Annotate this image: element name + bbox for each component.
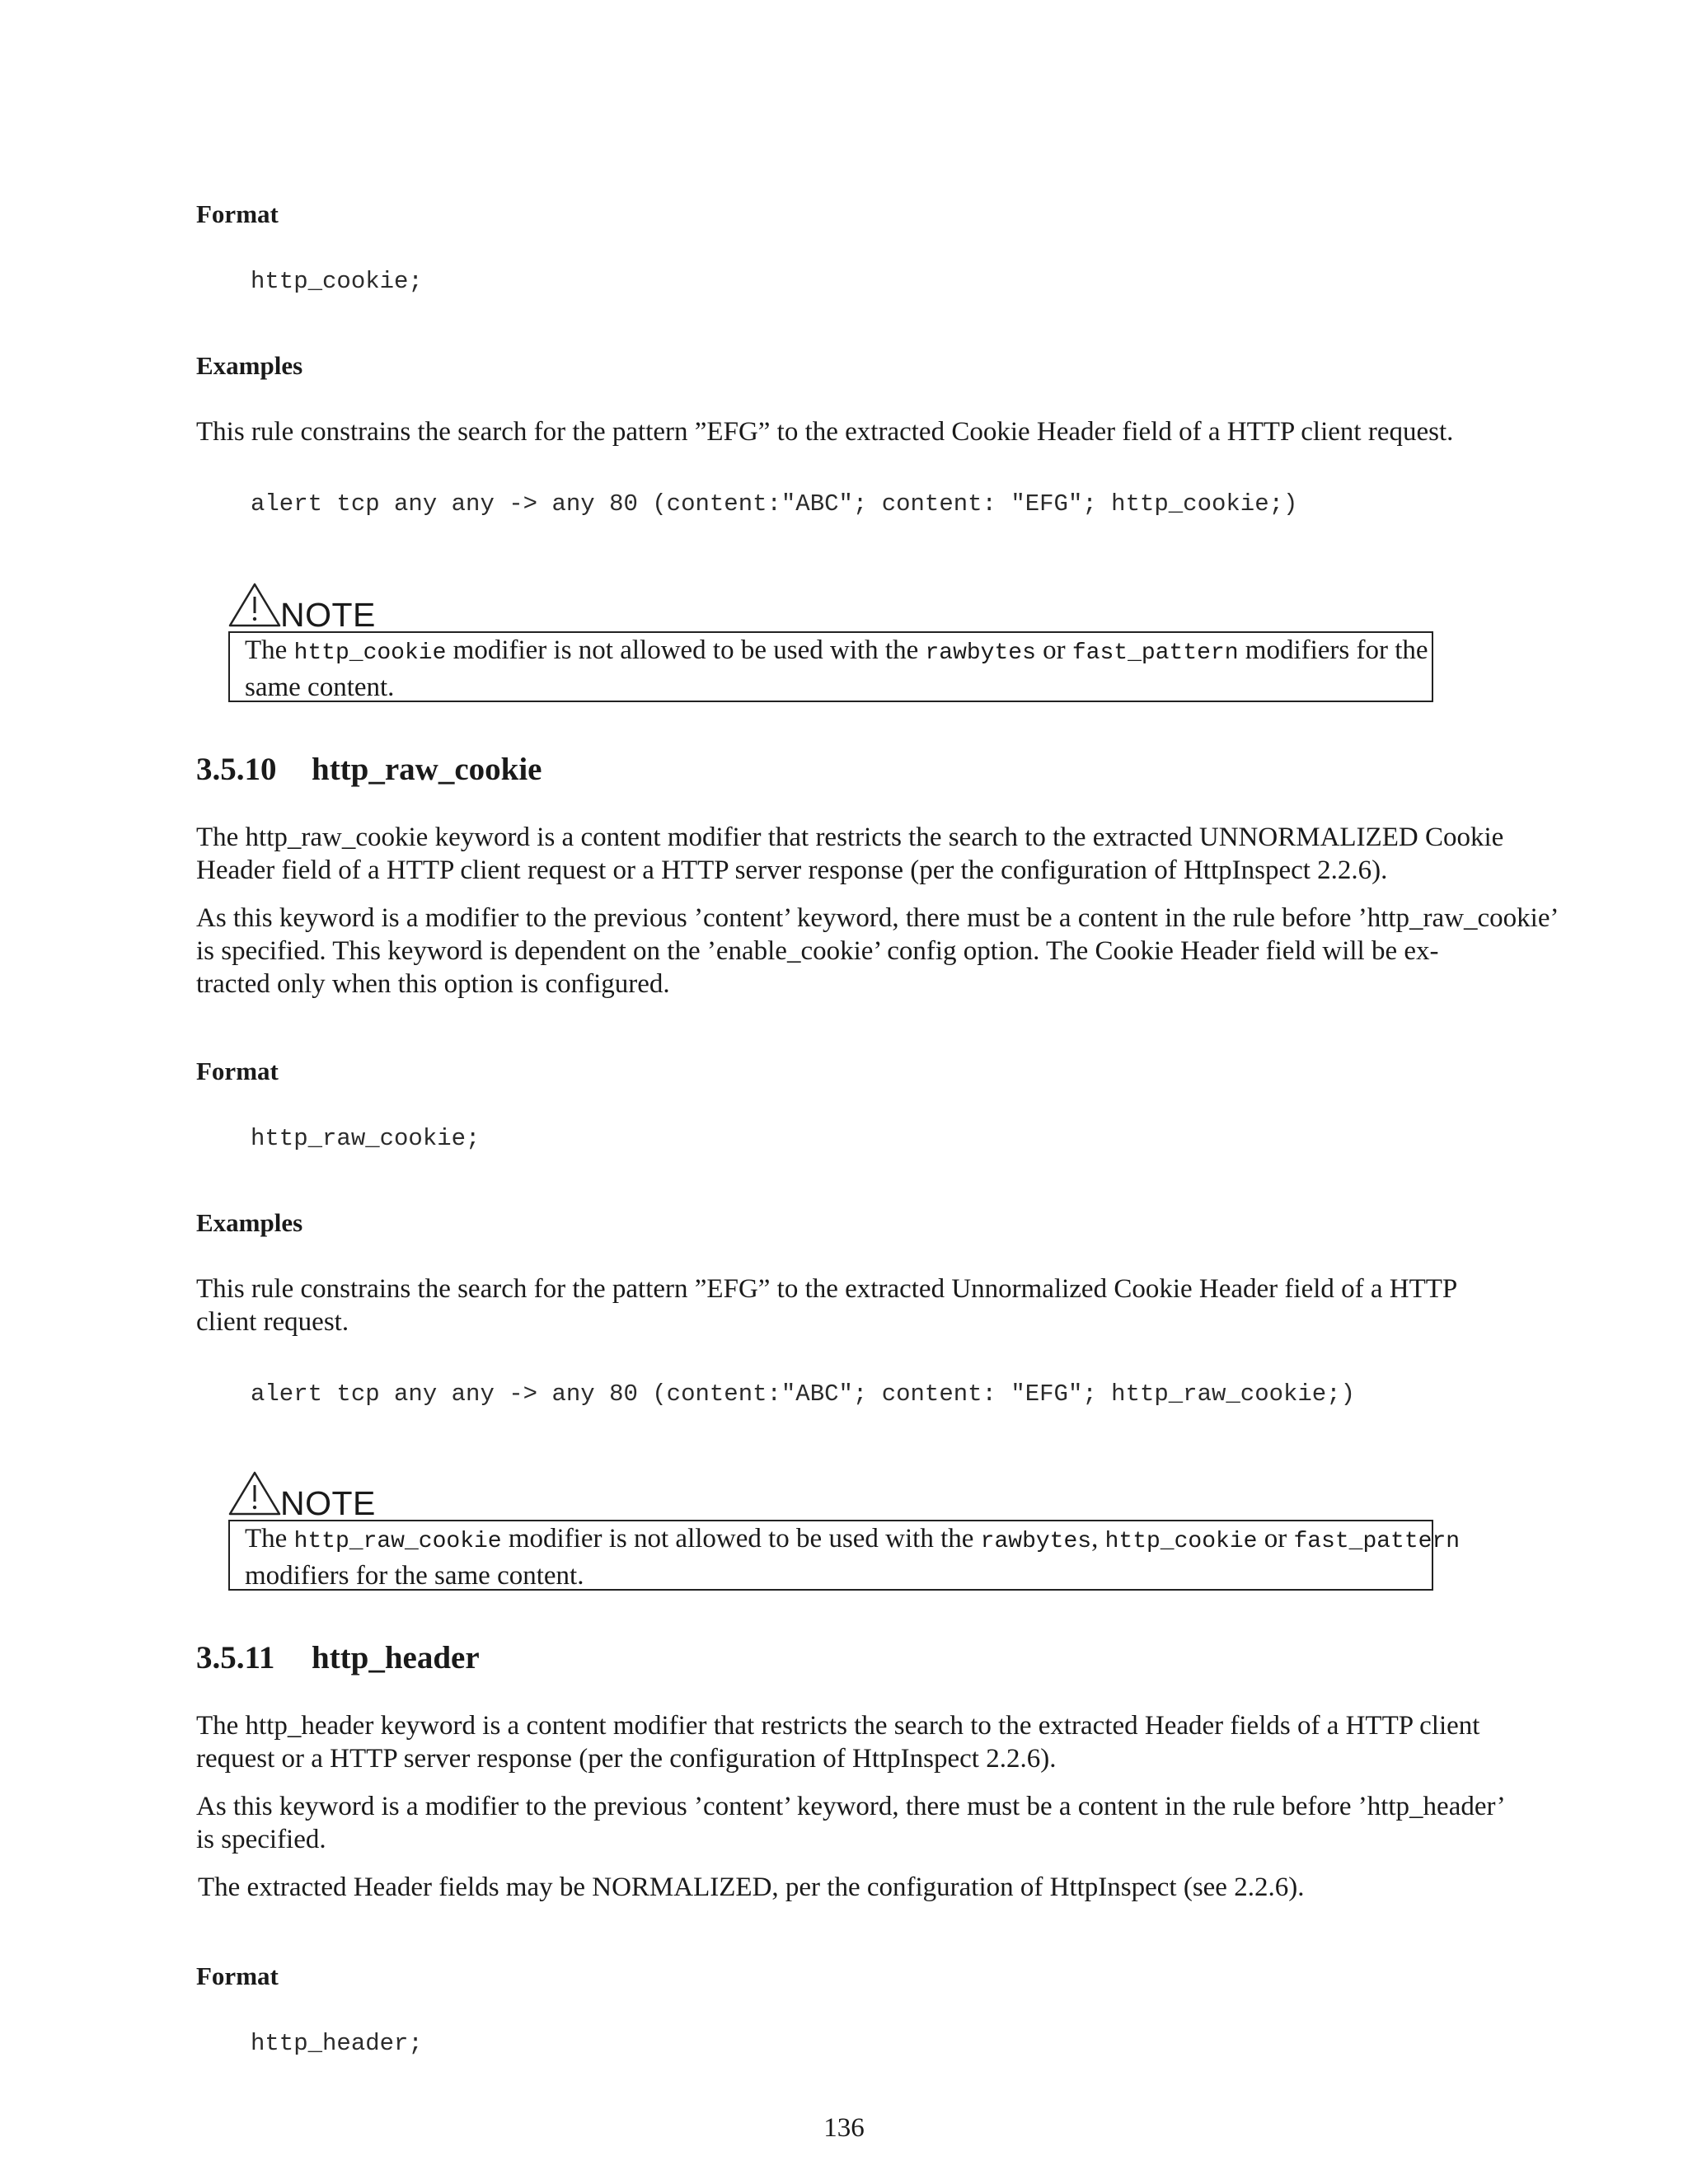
- code-http-cookie: http_cookie: [293, 640, 447, 666]
- example-text: This rule constrains the search for the pattern ”EFG” to the extracted Unnormalized Cookie Header field of a HTTP: [196, 1274, 1458, 1304]
- format-heading: Format: [196, 1057, 279, 1085]
- paragraph-line: As this keyword is a modifier to the previous ’content’ keyword, there must be a content in the rule before ’http_header’: [196, 1792, 1506, 1821]
- example-code: alert tcp any any -> any 80 (content:"ABC"; content: "EFG"; http_raw_cookie;): [251, 1380, 1356, 1408]
- section-number: 3.5.11: [196, 1640, 275, 1675]
- paragraph-line: The http_raw_cookie keyword is a content modifier that restricts the search to the extracted UNNORMALIZED Cookie: [196, 823, 1504, 852]
- paragraph-line: The extracted Header fields may be NORMALIZED, per the configuration of HttpInspect (see 2.2.6).: [198, 1872, 1305, 1902]
- format-heading: Format: [196, 199, 279, 228]
- format-heading: Format: [196, 1961, 279, 1990]
- note-line-1: The http_cookie modifier is not allowed to be used with the rawbytes or fast_pattern modifiers for the: [245, 635, 1428, 666]
- paragraph-line: is specified.: [196, 1825, 326, 1854]
- code-http-raw-cookie: http_raw_cookie: [293, 1529, 502, 1554]
- section-title: http_header: [312, 1640, 480, 1675]
- page-number: 136: [823, 2113, 865, 2143]
- code-rawbytes: rawbytes: [925, 640, 1036, 666]
- section-heading-3-5-11: [196, 1638, 480, 1678]
- note-line-1: The http_raw_cookie modifier is not allowed to be used with the rawbytes, http_cookie or fast_pattern: [245, 1524, 1461, 1554]
- paragraph-line: The http_header keyword is a content modifier that restricts the search to the extracted Header fields of a HTTP client: [196, 1711, 1480, 1741]
- note-line-2: modifiers for the same content.: [245, 1560, 584, 1591]
- examples-heading: Examples: [196, 351, 303, 380]
- paragraph-line: As this keyword is a modifier to the previous ’content’ keyword, there must be a content in the rule before ’http_raw_cookie’: [196, 903, 1559, 933]
- note-label: NOTE: [280, 596, 376, 634]
- warning-icon: [227, 582, 282, 628]
- note-line-2: same content.: [245, 672, 395, 702]
- section-heading-3-5-10: [196, 750, 542, 790]
- section-number: 3.5.10: [196, 752, 277, 787]
- example-code: alert tcp any any -> any 80 (content:"ABC"; content: "EFG"; http_cookie;): [251, 490, 1298, 518]
- paragraph-line: tracted only when this option is configured.: [196, 969, 670, 999]
- examples-heading: Examples: [196, 1208, 303, 1237]
- code-fast-pattern: fast_pattern: [1293, 1529, 1461, 1554]
- note-box: [228, 1520, 1461, 1591]
- example-text: This rule constrains the search for the pattern ”EFG” to the extracted Cookie Header field of a HTTP client request.: [196, 417, 1454, 447]
- section-title: http_raw_cookie: [312, 752, 542, 787]
- format-code: http_header;: [251, 2030, 423, 2057]
- warning-icon: [227, 1470, 282, 1516]
- code-fast-pattern: fast_pattern: [1071, 640, 1239, 666]
- paragraph-line: Header field of a HTTP client request or a HTTP server response (per the configuration of HttpInspect 2.2.6).: [196, 855, 1388, 885]
- paragraph-line: is specified. This keyword is dependent on the ’enable_cookie’ config option. The Cookie Header field will be ex-: [196, 936, 1439, 966]
- code-http-cookie: http_cookie: [1104, 1529, 1258, 1554]
- example-text: client request.: [196, 1307, 349, 1337]
- format-code: http_raw_cookie;: [251, 1125, 481, 1152]
- note-label: NOTE: [280, 1484, 376, 1522]
- paragraph-line: request or a HTTP server response (per the configuration of HttpInspect 2.2.6).: [196, 1744, 1057, 1774]
- note-box: [228, 631, 1433, 702]
- format-code: http_cookie;: [251, 268, 423, 295]
- code-rawbytes: rawbytes: [980, 1529, 1092, 1554]
